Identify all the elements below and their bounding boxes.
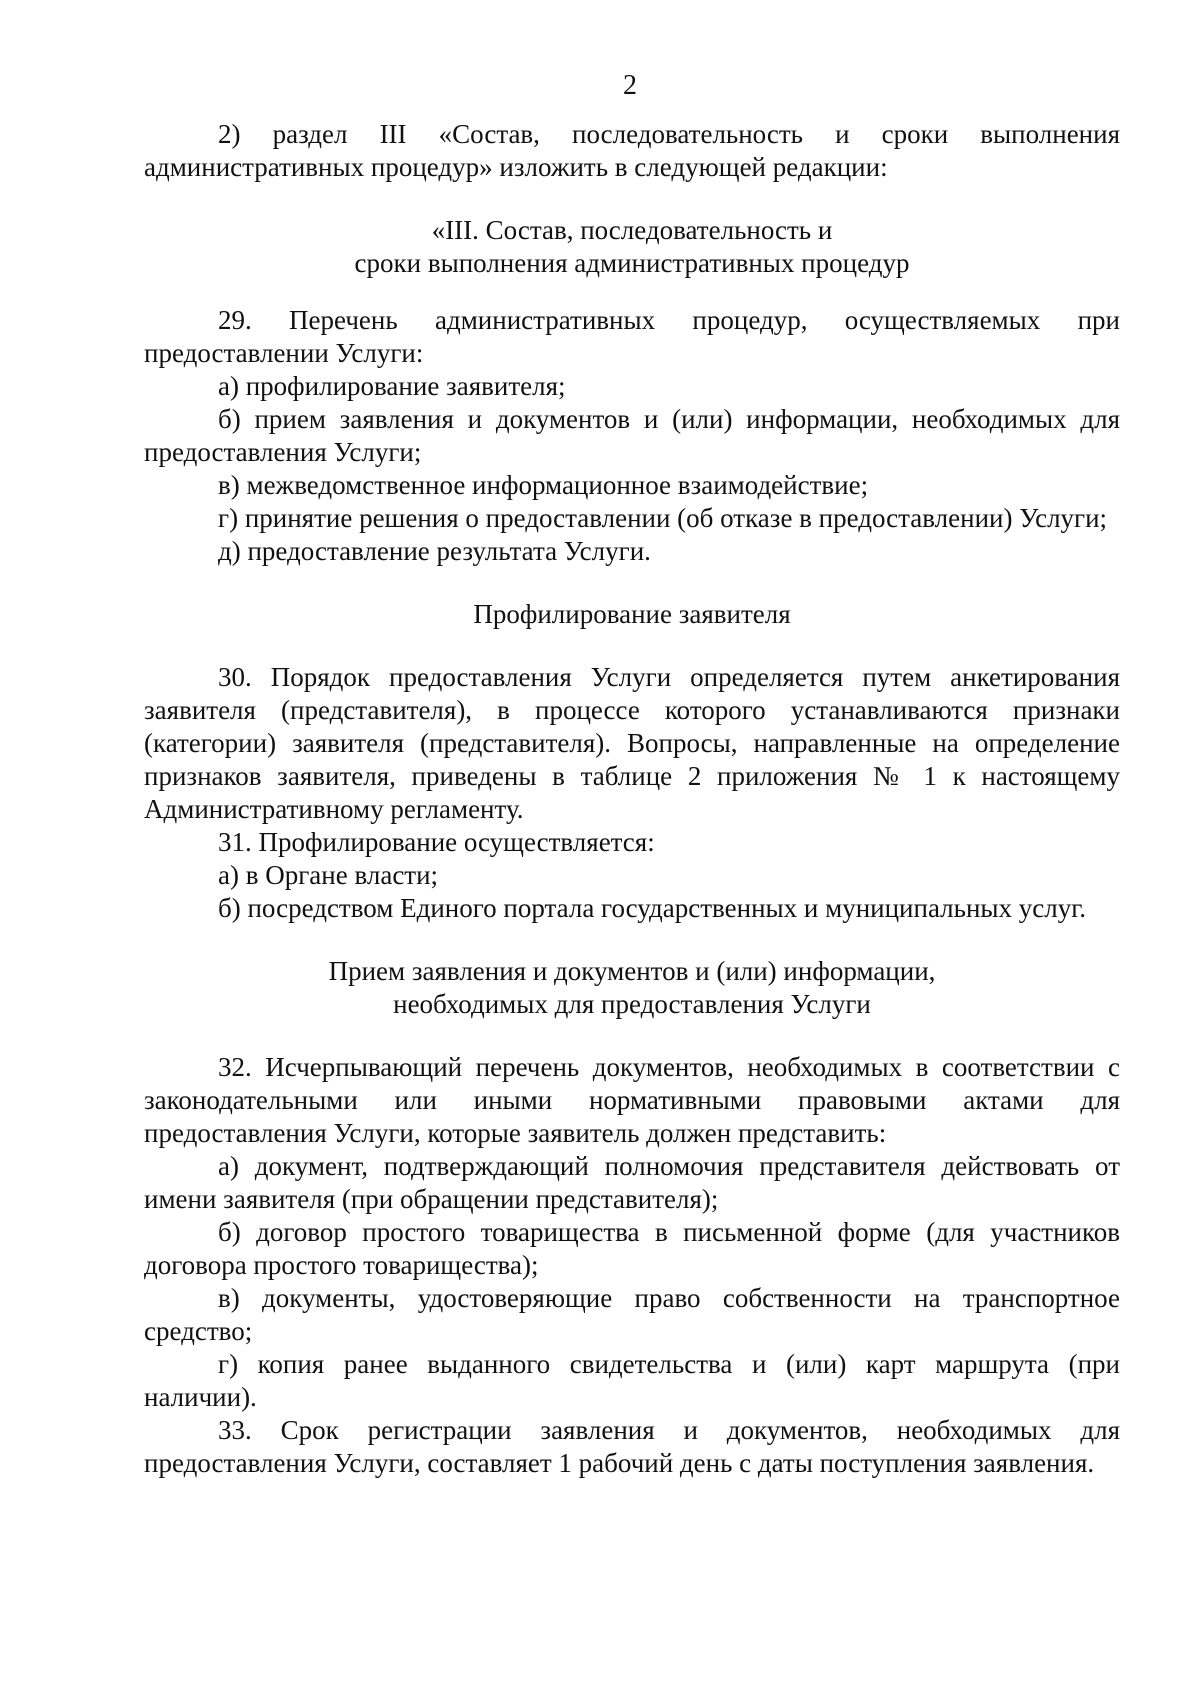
- paragraph-31: 31. Профилирование осуществляется:: [218, 827, 655, 857]
- list-item-29e: д) предоставление результата Услуги.: [218, 536, 651, 566]
- list-item-29d: г) принятие решения о предоставлении (об отказе в предоставлении) Услуги;: [218, 503, 1108, 533]
- list-item-31b: б) посредством Единого портала государственных и муниципальных услуг.: [218, 893, 1087, 923]
- list-item-29a: а) профилирование заявителя;: [218, 371, 566, 401]
- page-number: 2: [623, 70, 637, 101]
- subheading-reception-line-1: Прием заявления и документов и (или) информации,: [328, 956, 936, 986]
- paragraph-29: 29. Перечень административных процедур, осуществляемых при предоставлении Услуги:: [144, 305, 1120, 368]
- section-title-line-1: «III. Состав, последовательность и: [431, 215, 833, 245]
- paragraph-33: 33. Срок регистрации заявления и документов, необходимых для предоставления Услуги, составляет 1 рабочий день с даты поступления заявления.: [144, 1415, 1120, 1478]
- document-body: [144, 118, 1120, 1480]
- list-item-31a: а) в Органе власти;: [218, 860, 439, 890]
- subheading-reception-line-2: необходимых для предоставления Услуги: [393, 989, 871, 1019]
- paragraph-30: 30. Порядок предоставления Услуги определяется путем анкетирования заявителя (представителя), в процессе которого устанавливаются признаки (категории) заявителя (представителя). Вопросы, направленные на определение признаков заявителя, приведены в таблице 2 приложения № 1 к настоящему Административному регламенту.: [144, 662, 1120, 824]
- list-item-32b: б) договор простого товарищества в письменной форме (для участников договора простого товарищества);: [144, 1217, 1120, 1280]
- subheading-profiling: Профилирование заявителя: [473, 599, 791, 629]
- list-item-29c: в) межведомственное информационное взаимодействие;: [218, 470, 869, 500]
- list-item-32a: а) документ, подтверждающий полномочия представителя действовать от имени заявителя (при обращении представителя);: [144, 1151, 1120, 1214]
- list-item-32c: в) документы, удостоверяющие право собственности на транспортное средство;: [144, 1283, 1120, 1346]
- paragraph-32: 32. Исчерпывающий перечень документов, необходимых в соответствии с законодательными или иными нормативными правовыми актами для предоставления Услуги, которые заявитель должен представить:: [144, 1052, 1120, 1148]
- list-item-32d: г) копия ранее выданного свидетельства и (или) карт маршрута (при наличии).: [144, 1349, 1120, 1412]
- intro-paragraph: 2) раздел III «Состав, последовательность и сроки выполнения административных процедур» изложить в следующей редакции:: [144, 119, 1120, 182]
- section-title-line-2: сроки выполнения административных процедур: [354, 248, 910, 278]
- list-item-29b: б) прием заявления и документов и (или) информации, необходимых для предоставления Услуги;: [144, 404, 1120, 467]
